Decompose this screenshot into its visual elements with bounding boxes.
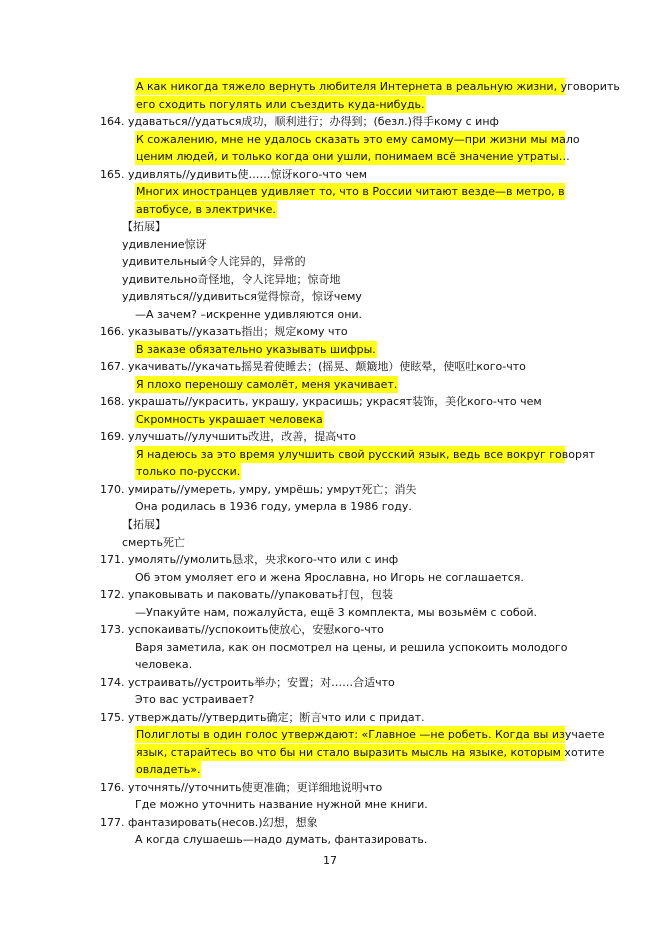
expansion-line — [122, 218, 166, 235]
example-line — [135, 796, 428, 813]
line-text: 172. упаковывать и паковать//упаковать打包，包装 — [100, 588, 393, 602]
line-text: удивительный令人诧异的，异常的 — [122, 255, 306, 269]
entry-line — [100, 709, 425, 726]
highlighted-text: К сожалению, мне не удалось сказать это ему самому—при жизни мы мало — [136, 132, 580, 146]
line-text: 170. умирать//умереть, умру, умрёшь; умрут死亡；消失 — [100, 482, 417, 496]
entry-line — [100, 428, 356, 445]
line-text: 171. умолять//умолить恳求，央求кого-что или с инф — [100, 553, 399, 567]
line-text: 176. уточнять//уточнить使更准确；更详细地说明что — [100, 780, 383, 794]
example-line — [135, 131, 580, 148]
highlighted-text: Я плохо переношу самолёт, меня укачивает. — [136, 377, 398, 391]
entry-line — [100, 621, 384, 638]
line-text: удивляться//удивиться觉得惊奇，惊讶чему — [122, 290, 362, 304]
line-text: Она родилась в 1936 году, умерла в 1986 году. — [135, 500, 412, 514]
line-text: 164. удаваться//удаться成功，顺利进行；办得到；(безл.)得手кому с инф — [100, 115, 499, 129]
highlighted-text: его сходить погулять или съездить куда-нибудь. — [136, 97, 425, 111]
line-text: Где можно уточнить название нужной мне книги. — [135, 798, 428, 812]
line-text: А когда слушаешь—надо думать, фантазировать. — [135, 833, 428, 847]
entry-line — [100, 779, 382, 796]
example-line — [135, 726, 605, 743]
entry-line — [100, 323, 348, 340]
line-text: 177. фантазировать(несов.)幻想，想象 — [100, 815, 318, 829]
line-text: человека. — [135, 658, 193, 672]
example-line — [135, 831, 427, 848]
line-text: Об этом умоляет его и жена Ярославна, но Игорь не соглашается. — [135, 570, 524, 584]
example-line — [135, 148, 570, 165]
example-line — [135, 78, 620, 95]
example-line — [135, 744, 605, 761]
highlighted-text: А как никогда тяжело вернуть любителя Интернета в реальную жизни, уговорить — [136, 80, 620, 93]
entry-line — [100, 551, 398, 568]
entry-line — [100, 481, 417, 498]
example-line — [135, 761, 201, 778]
line-text: 167. укачивать//укачать摇晃着使睡去；(摇晃、颠簸地）使眩晕，使呕吐кого-что — [100, 360, 526, 374]
example-line — [135, 446, 595, 463]
highlighted-text: Скромность украшает человека — [136, 412, 323, 426]
example-line — [135, 463, 241, 480]
expansion-line — [122, 271, 341, 288]
line-text: смерть死亡 — [122, 535, 185, 549]
highlighted-text: В заказе обязательно указывать шифры. — [136, 342, 376, 356]
expansion-line — [122, 534, 185, 551]
example-line — [135, 569, 524, 586]
highlighted-text: Многих иностранцев удивляет то, что в России читают везде—в метро, в — [136, 185, 565, 199]
line-text: 【拓展】 — [122, 220, 166, 234]
example-line — [135, 498, 412, 515]
line-text: 【拓展】 — [122, 518, 166, 531]
entry-line — [100, 814, 318, 831]
entry-line — [100, 674, 395, 691]
entry-line — [100, 393, 542, 410]
entry-line — [100, 113, 499, 130]
expansion-line — [122, 236, 207, 253]
line-text: удивление惊讶 — [122, 237, 207, 251]
example-line — [135, 341, 377, 358]
example-line — [135, 604, 537, 621]
example-line — [135, 411, 324, 428]
line-text: 166. указывать//указать指出；规定кому что — [100, 325, 348, 339]
example-line — [135, 183, 565, 200]
example-line — [135, 656, 192, 673]
highlighted-text: язык, старайтесь во что бы ни стало выразить мысль на языке, которым хотите — [136, 745, 605, 759]
highlighted-text: ценим людей, и только когда они ушли, понимаем всё значение утраты… — [136, 150, 570, 164]
highlighted-text: Полиглоты в один голос утверждают: «Главное —не робеть. Когда вы изучаете — [136, 728, 605, 742]
line-text: Варя заметила, как он посмотрел на цены, и решила успокоить молодого — [135, 640, 568, 654]
highlighted-text: Я надеюсь за это время улучшить свой русский язык, ведь все вокруг говорят — [136, 447, 595, 461]
page-number: 17 — [323, 854, 337, 867]
highlighted-text: только по-русски. — [136, 465, 241, 479]
entry-line — [100, 358, 526, 375]
line-text: 174. устраивать//устроить举办；安置；对……合适что — [100, 675, 395, 689]
line-text: 175. утверждать//утвердить确定；断言что или с придат. — [100, 710, 425, 724]
line-text: —А зачем? –искренне удивляются они. — [135, 307, 363, 321]
example-line — [135, 376, 398, 393]
line-text: 169. улучшать//улучшить改进，改善，提高что — [100, 430, 356, 444]
line-text: 173. успокаивать//успокоить使放心，安慰кого-что — [100, 623, 384, 637]
line-text: Это вас устраивает? — [135, 693, 255, 707]
highlighted-text: овладеть». — [136, 763, 201, 777]
line-text: 165. удивлять//удивить使……惊讶кого-что чем — [100, 167, 368, 181]
highlighted-text: автобусе, в электричке. — [136, 202, 276, 216]
expansion-line — [122, 516, 166, 533]
line-text: —Упакуйте нам, пожалуйста, ещё 3 комплекта, мы возьмём с собой. — [135, 605, 537, 619]
line-text: удивительно奇怪地，令人诧异地；惊奇地 — [122, 272, 341, 286]
expansion-line — [122, 253, 306, 270]
example-line — [135, 306, 362, 323]
expansion-line — [122, 288, 362, 305]
entry-line — [100, 586, 393, 603]
example-line — [135, 691, 254, 708]
example-line — [135, 96, 426, 113]
example-line — [135, 639, 568, 656]
line-text: 168. украшать//украсить, украшу, украсишь; украсят装饰，美化кого-что чем — [100, 395, 542, 409]
example-line — [135, 201, 277, 218]
entry-line — [100, 166, 367, 183]
